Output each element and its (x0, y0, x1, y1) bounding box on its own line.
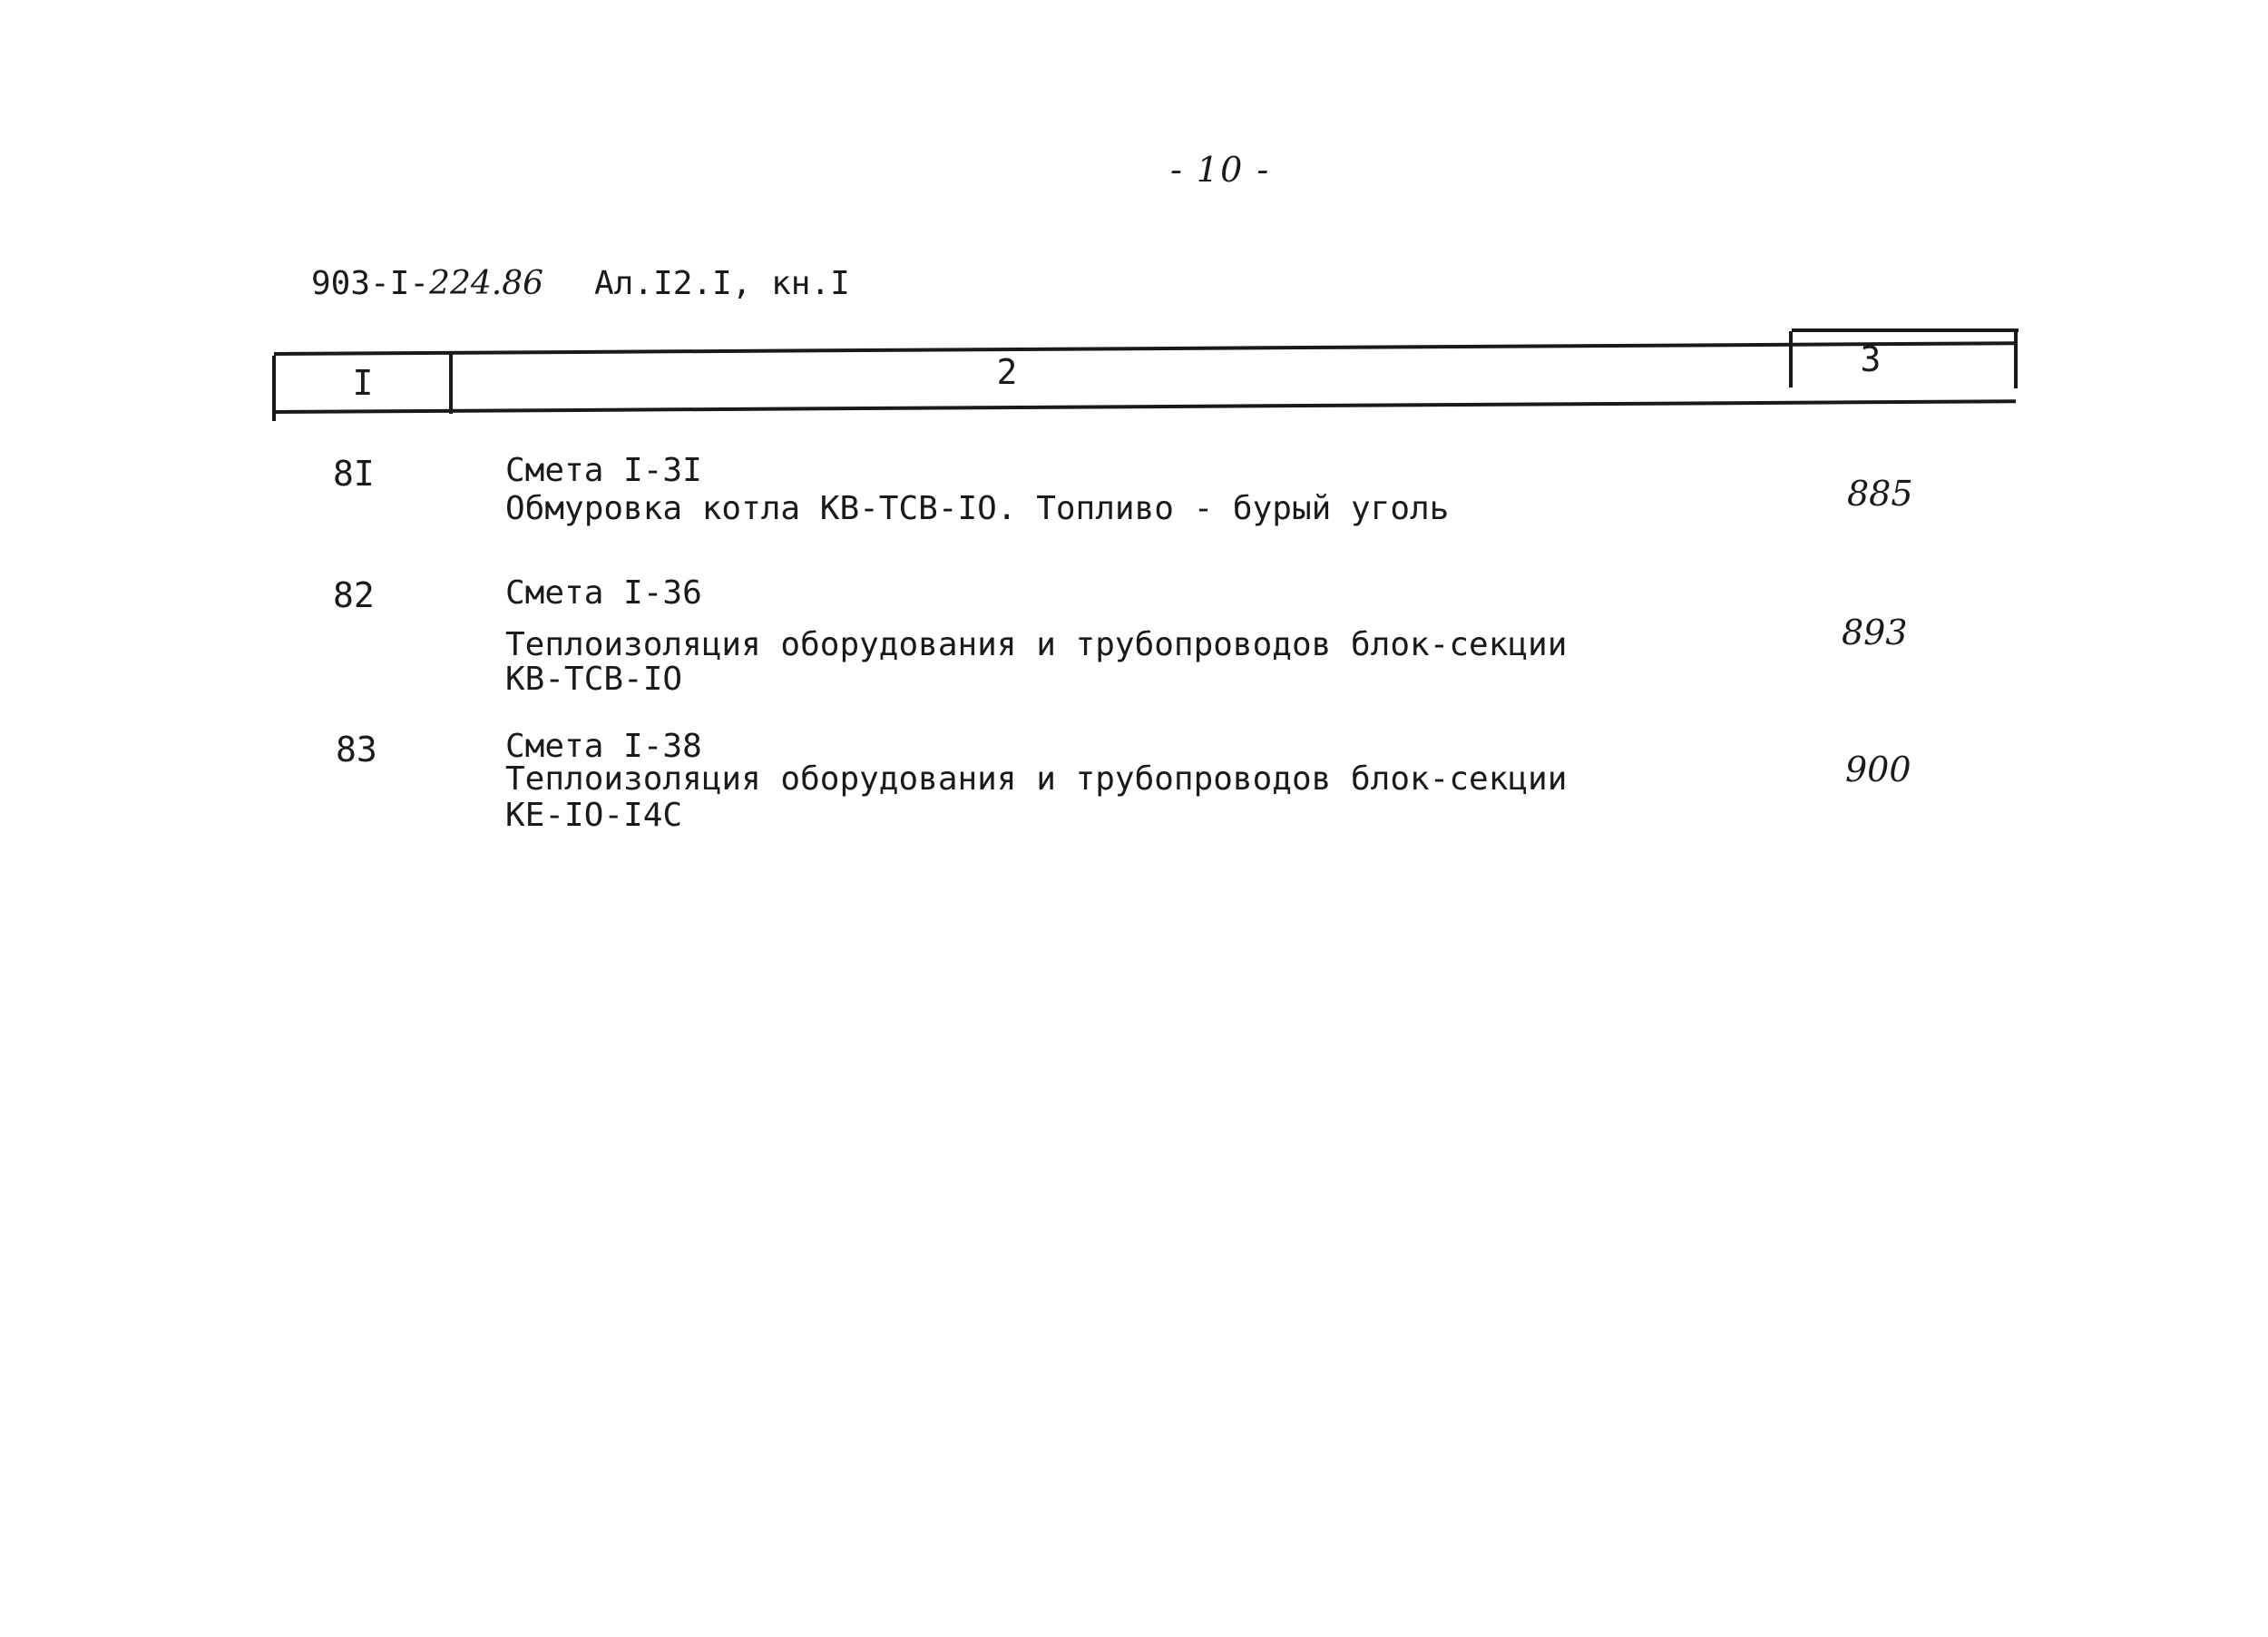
table-header-top-line (274, 341, 2016, 356)
table-header-top-line-right (1792, 328, 2019, 332)
row-number: 83 (336, 730, 377, 769)
row-title: Смета I-36 (505, 574, 702, 612)
row-page: 893 (1842, 613, 1908, 652)
document-code-handwritten: 224.86 (429, 265, 544, 302)
row-title: Смета I-38 (505, 728, 702, 765)
page-number: - 10 - (1170, 150, 1271, 190)
document-code (311, 265, 543, 302)
row-title: Смета I-3I (505, 452, 702, 489)
column-header-3: 3 (1860, 339, 1882, 379)
document-album: Ал.I2.I, кн.I (594, 265, 850, 302)
row-page: 900 (1845, 750, 1911, 789)
row-number: 8I (333, 454, 375, 494)
table-header-right-border (2014, 328, 2018, 388)
column-header-2: 2 (996, 352, 1018, 392)
row-description: Обмуровка котла КВ-ТСВ-IО. Топливо - бурый уголь (505, 490, 1450, 527)
row-page: 885 (1847, 474, 1913, 514)
row-description-continued: КЕ-IО-I4С (505, 797, 683, 834)
row-number: 82 (333, 575, 375, 615)
row-description-continued: КВ-ТСВ-IО (505, 661, 683, 698)
table-header-bottom-line (274, 399, 2016, 414)
row-description: Теплоизоляция оборудования и трубопроводов блок-секции (505, 760, 1568, 798)
table-header-divider-2 (1789, 331, 1793, 387)
row-description: Теплоизоляция оборудования и трубопроводов блок-секции (505, 626, 1568, 663)
column-header-1: I (352, 363, 374, 403)
table-header-divider-1 (449, 354, 453, 414)
document-code-prefix: 903-I- (311, 265, 430, 302)
table-header-left-border (272, 356, 276, 421)
